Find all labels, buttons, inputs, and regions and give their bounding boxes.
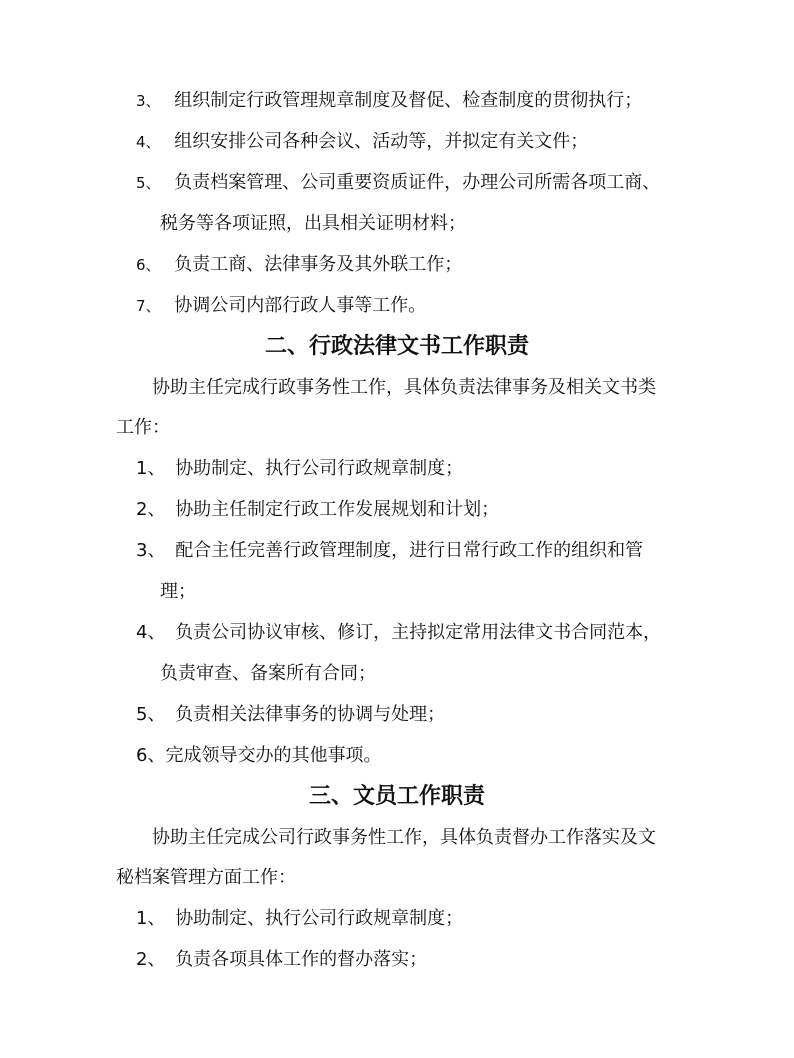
section-intro-continuation: 秘档案管理方面工作： <box>116 867 296 888</box>
list-item-continuation: 负责审查、备案所有合同； <box>160 663 376 684</box>
list-item-text: 组织制定行政管理规章制度及督促、检查制度的贯彻执行； <box>174 90 643 111</box>
list-item <box>136 89 642 113</box>
list-item-number: 2、 <box>136 499 166 520</box>
list-item <box>136 171 660 195</box>
list-item <box>136 130 588 154</box>
list-item <box>136 948 427 972</box>
list-item <box>136 703 445 727</box>
list-item: 6、完成领导交办的其他事项。 <box>136 745 382 766</box>
list-item <box>136 294 426 318</box>
list-item-text: 组织安排公司各种会议、活动等，并拟定有关文件； <box>174 131 589 152</box>
list-item-continuation: 理； <box>160 581 196 602</box>
list-item <box>136 907 463 931</box>
list-item-number: 5、 <box>136 174 161 192</box>
list-item-continuation: 税务等各项证照，出具相关证明材料； <box>160 213 466 234</box>
list-item-text: 协助主任制定行政工作发展规划和计划； <box>175 499 500 520</box>
list-item-text: 负责公司协议审核、修订，主持拟定常用法律文书合同范本， <box>175 622 662 643</box>
list-item-number: 1、 <box>136 908 166 929</box>
list-item <box>136 621 661 645</box>
list-item-text: 负责各项具体工作的督办落实； <box>175 949 428 970</box>
list-item-text: 负责档案管理、公司重要资质证件，办理公司所需各项工商、 <box>174 172 661 193</box>
list-item-number: 3、 <box>136 92 161 110</box>
list-item <box>136 253 462 277</box>
section-heading: 三、文员工作职责 <box>308 784 485 809</box>
list-item <box>136 457 463 481</box>
section-heading: 二、行政法律文书工作职责 <box>264 334 529 359</box>
list-item <box>136 498 499 522</box>
list-item-number: 2、 <box>136 949 166 970</box>
list-item-number: 3、 <box>136 540 166 561</box>
section-intro: 协助主任完成行政事务性工作，具体负责法律事务及相关文书类 <box>152 377 656 398</box>
list-item-text: 协助制定、执行公司行政规章制度； <box>175 458 464 479</box>
list-item-number: 5、 <box>136 704 166 725</box>
list-item-text: 协助制定、执行公司行政规章制度； <box>175 908 464 929</box>
list-item-number: 7、 <box>136 297 161 315</box>
list-item <box>136 539 643 563</box>
section-intro-continuation: 工作： <box>116 417 170 438</box>
list-item-text: 协调公司内部行政人事等工作。 <box>174 295 427 316</box>
section-intro: 协助主任完成公司行政事务性工作，具体负责督办工作落实及文 <box>152 827 656 848</box>
list-item-number: 1、 <box>136 458 166 479</box>
list-item-text: 负责相关法律事务的协调与处理； <box>175 704 446 725</box>
list-item-text: 负责工商、法律事务及其外联工作； <box>174 254 463 275</box>
list-item-number: 4、 <box>136 622 166 643</box>
list-item-number: 6、 <box>136 256 161 274</box>
list-item-number: 4、 <box>136 133 161 151</box>
list-item-text: 配合主任完善行政管理制度，进行日常行政工作的组织和管 <box>175 540 644 561</box>
